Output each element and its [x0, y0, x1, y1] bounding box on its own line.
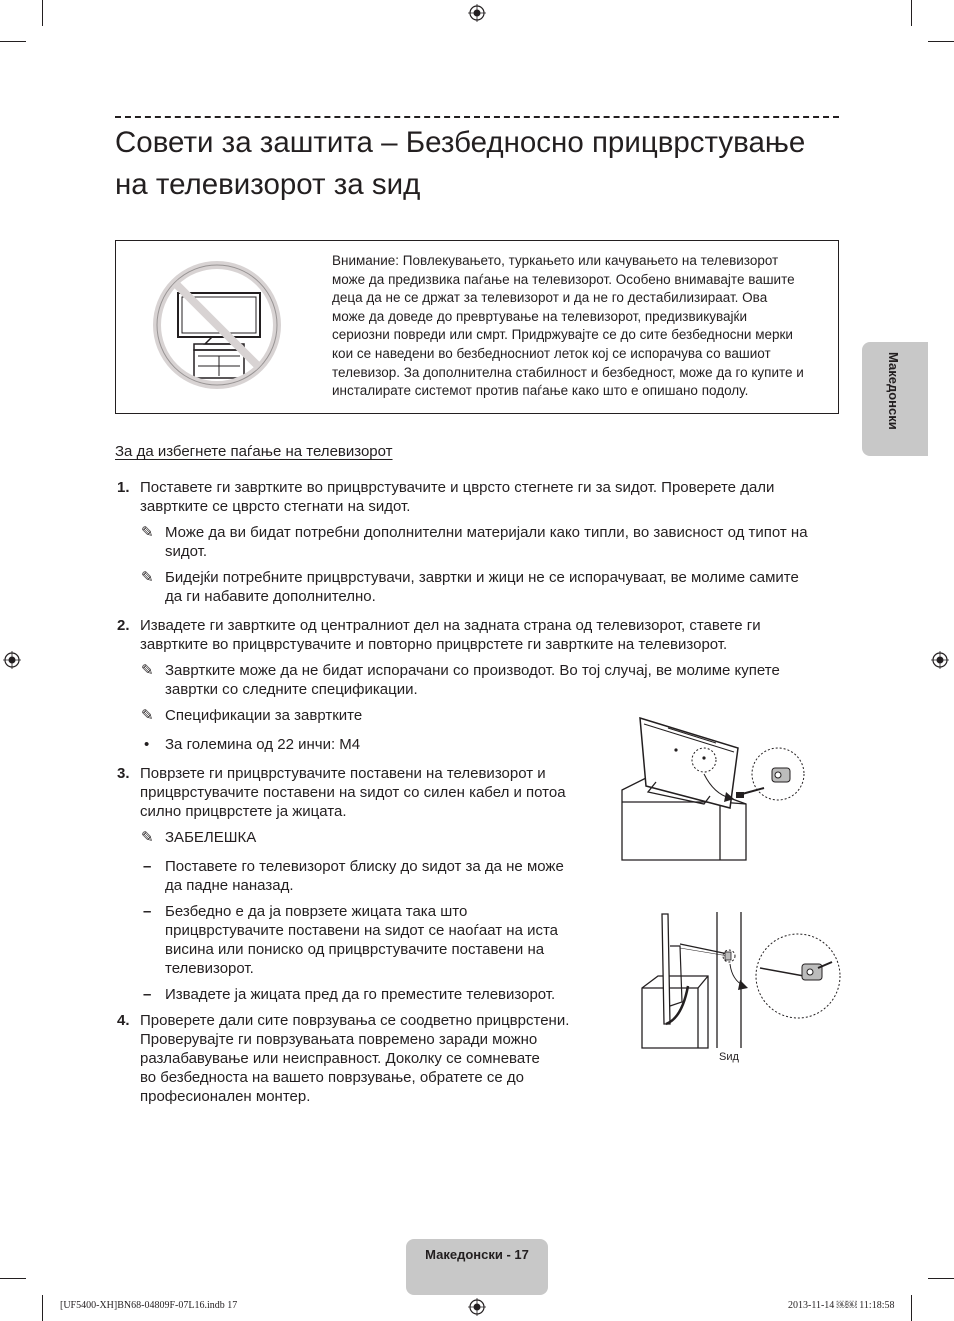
step-line: професионален монтер.: [140, 1088, 311, 1105]
print-timestamp: 2013-11-14 ￼￼ 11:18:58: [788, 1300, 895, 1311]
dash-icon: –: [143, 903, 152, 920]
crop-mark: [928, 41, 954, 42]
warning-line: може да предизвика паѓање на телевизорот. Особено внимавајте вашите: [332, 271, 795, 287]
dash-icon: –: [143, 986, 152, 1003]
section-heading: За да избегнете паѓање на телевизорот: [115, 443, 393, 460]
dash-line: да падне наназад.: [165, 877, 294, 894]
dash-text: [165, 857, 595, 895]
crop-mark: [0, 1278, 26, 1279]
warning-line: телевизор. За дополнителна стабилност и безбедност, може да го купите и: [332, 364, 804, 380]
bullet-icon: •: [144, 736, 150, 753]
note-line: ѕидот.: [165, 543, 208, 560]
note-line: Може да ви бидат потребни дополнителни материјали како типли, во зависност од типот на: [165, 524, 808, 541]
page-number-label: Македонски - 17: [425, 1247, 529, 1262]
dash-line: Поставете го телевизорот блиску до ѕидот за да не може: [165, 858, 564, 875]
crop-mark: [42, 1295, 43, 1321]
warning-line: инсталирате системот против паѓање како што е опишано подолу.: [332, 383, 749, 399]
note-icon: ✎: [141, 662, 154, 679]
step-number: 3.: [117, 765, 130, 782]
step-line: Поврзете ги прицврстувачите поставени на телевизорот и: [140, 765, 546, 782]
note-line: Бидејќи потребните прицврстувачи, завртки и жици не се испорачуваат, ве молиме самите: [165, 569, 799, 586]
title-line: Совети за заштита – Безбедносно прицврстување: [115, 126, 806, 159]
note-text: [165, 661, 845, 699]
step-line: во безбедноста на вашето поврзување, обратете се до: [140, 1069, 524, 1086]
crop-mark: [911, 0, 912, 26]
note-heading: ЗАБЕЛЕШКА: [165, 829, 257, 846]
dash-text: Извадете ја жицата пред да го преместите телевизорот.: [165, 986, 556, 1003]
tv-bracket-illustration: [618, 712, 808, 864]
warning-line: деца да не се држат за телевизорот и да не го дестабилизираат. Ова: [332, 290, 768, 306]
step-text: [140, 764, 600, 821]
warning-line: Внимание: Повлекувањето, туркањето или качувањето на телевизорот: [332, 253, 779, 268]
note-text: Спецификации за завртките: [165, 707, 363, 724]
step-line: Проверете дали сите поврзувања се соодветно прицврстени.: [140, 1012, 570, 1029]
step-line: силно прицврстете ја жицата.: [140, 803, 347, 820]
step-line: завртките во прицврстувачите и повторно прицврстете ги завртките на телевизорот.: [140, 636, 728, 653]
dash-icon: –: [143, 858, 152, 875]
step-line: завртките се цврсто стегнати на ѕидот.: [140, 498, 411, 515]
print-file-info: [UF5400-XH]BN68-04809F-07L16.indb 17: [60, 1300, 238, 1311]
warning-line: може да доведе до превртување на телевизорот, предизвикувајќи: [332, 308, 747, 324]
step-number: 2.: [117, 617, 130, 634]
title-rule: [115, 116, 839, 118]
note-icon: ✎: [141, 569, 154, 586]
registration-mark-icon: [468, 1298, 486, 1316]
note-line: завртки со следните спецификации.: [165, 681, 418, 698]
step-line: Проверувајте ги поврзувањата повремено заради можно: [140, 1031, 538, 1048]
note-icon: ✎: [141, 707, 154, 724]
step-line: разлабавување или неисправност. Доколку се сомневате: [140, 1050, 540, 1067]
crop-mark: [42, 0, 43, 26]
step-text: [140, 1011, 600, 1106]
wall-label: Ѕид: [719, 1051, 739, 1063]
note-icon: ✎: [141, 524, 154, 541]
title-line: на телевизорот за ѕид: [115, 168, 421, 201]
note-text: [165, 523, 845, 561]
note-icon: ✎: [141, 829, 154, 846]
dash-line: телевизорот.: [165, 960, 254, 977]
warning-line: кои се наведени во безбедносниот леток кој се испорачува со вашиот: [332, 345, 771, 361]
language-side-tab: [862, 342, 928, 456]
note-text: [165, 568, 845, 606]
page-number-tab: [406, 1239, 548, 1295]
bullet-text: За големина од 22 инчи: M4: [165, 736, 361, 753]
note-line: да ги набавите дополнително.: [165, 588, 376, 605]
step-line: Поставете ги завртките во прицврстувачите и цврсто стегнете ги за ѕидот. Проверете дали: [140, 479, 775, 496]
step-line: Извадете ги завртките од централниот дел на задната страна од телевизорот, ставете ги: [140, 617, 761, 634]
side-tab-label: Македонски: [886, 352, 901, 430]
step-line: прицврстувачите поставени на ѕидот со силен кабел и потоа: [140, 784, 566, 801]
registration-mark-icon: [468, 4, 486, 22]
wall-anchor-illustration: [636, 906, 842, 1064]
no-climbing-tv-icon: [150, 258, 284, 392]
page-title: [115, 122, 855, 206]
dash-line: Безбедно е да ја поврзете жицата така што: [165, 903, 468, 920]
crop-mark: [0, 41, 26, 42]
dash-line: прицврстувачите поставени на ѕидот се наоѓаат на иста: [165, 922, 559, 939]
step-text: [140, 616, 840, 654]
registration-mark-icon: [931, 651, 949, 669]
warning-text: [332, 252, 827, 401]
crop-mark: [911, 1295, 912, 1321]
dash-text: [165, 902, 595, 978]
note-line: Завртките може да не бидат испорачани со производот. Во тој случај, ве молиме купете: [165, 662, 780, 679]
crop-mark: [928, 1278, 954, 1279]
warning-line: сериозни повреди или смрт. Придржувајте се до сите безбедносни мерки: [332, 327, 793, 343]
step-number: 4.: [117, 1012, 130, 1029]
step-text: [140, 478, 840, 516]
registration-mark-icon: [3, 651, 21, 669]
step-number: 1.: [117, 479, 130, 496]
dash-line: висина или пониско од прицврстувачите поставени на: [165, 941, 545, 958]
